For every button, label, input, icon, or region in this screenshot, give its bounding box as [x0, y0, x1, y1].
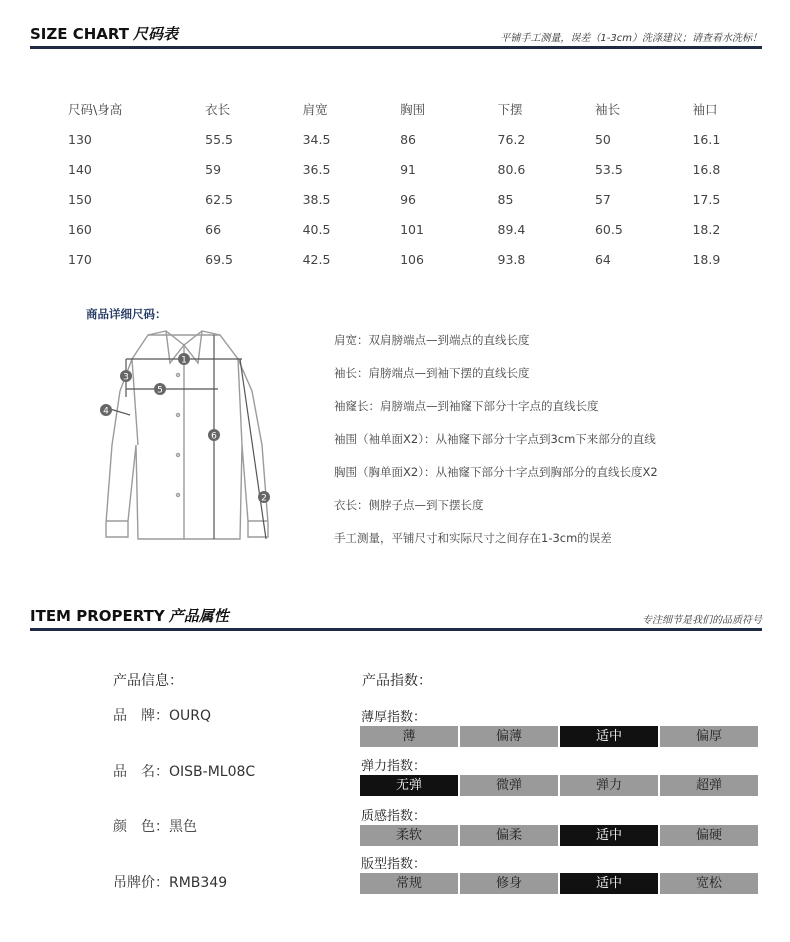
table-cell: 89.4: [497, 221, 526, 237]
table-row: [56, 244, 790, 274]
header-sleeve: 袖长: [594, 102, 620, 117]
table-cell: 34.5: [302, 131, 331, 147]
table-cell: 93.8: [497, 251, 526, 267]
table-cell: 40.5: [302, 221, 331, 237]
table-row: [56, 214, 790, 244]
table-cell: 36.5: [302, 161, 331, 177]
marker-5-label: 5: [157, 385, 163, 396]
table-cell: 55.5: [205, 131, 233, 147]
index-option: 偏柔: [460, 825, 558, 846]
index-bar-elasticity: [360, 775, 758, 796]
item-property-note: 专注细节是我们的品质符号: [642, 615, 762, 626]
index-label-elasticity: 弹力指数：: [361, 759, 427, 774]
measure-note: 袖长：肩膀端点—到袖下摆的直线长度: [334, 366, 530, 380]
size-chart-title-en: SIZE CHART: [30, 25, 130, 43]
index-bar-thickness: [360, 726, 758, 747]
table-cell: 18.9: [692, 251, 721, 267]
header-hem: 下摆: [497, 102, 523, 117]
info-row-brand: [113, 705, 211, 725]
table-cell: 69.5: [205, 251, 233, 267]
table-cell: 64: [594, 251, 611, 267]
measure-note: 袖围（袖单面X2）：从袖窿下部分十字点到3cm下来部分的直线: [334, 432, 656, 446]
table-cell: 96: [400, 191, 416, 207]
info-row-price: [113, 872, 227, 892]
table-cell: 57: [594, 191, 611, 207]
table-cell: 66: [205, 221, 222, 237]
table-cell: 62.5: [205, 191, 233, 207]
table-cell: 60.5: [594, 221, 623, 237]
table-cell: 38.5: [302, 191, 331, 207]
info-value: OISB-ML08C: [169, 764, 256, 780]
table-cell: 16.1: [692, 131, 721, 147]
table-cell: 170: [68, 251, 92, 267]
index-option: 微弹: [460, 775, 558, 796]
index-option: 宽松: [660, 873, 758, 894]
info-value: RMB349: [169, 875, 228, 891]
table-cell: 50: [594, 131, 611, 147]
index-option: 超弹: [660, 775, 758, 796]
item-property-title-cn: 产品属性: [168, 607, 229, 625]
table-cell: 17.5: [692, 191, 721, 207]
table-row: [56, 184, 790, 214]
table-cell: 76.2: [497, 131, 526, 147]
table-cell: 130: [68, 131, 92, 147]
table-cell: 42.5: [302, 251, 331, 267]
info-value: OURQ: [169, 708, 212, 724]
item-property-header: [30, 606, 762, 631]
table-cell: 101: [400, 221, 424, 237]
index-bar-fit: [360, 873, 758, 894]
measure-note: 肩宽：双肩膀端点—到端点的直线长度: [334, 333, 530, 347]
measure-note: 手工测量，平铺尺寸和实际尺寸之间存在1-3cm的误差: [334, 531, 612, 545]
marker-layer: [92, 325, 282, 545]
index-option: 偏厚: [660, 726, 758, 747]
header-chest: 胸围: [400, 102, 426, 117]
item-property-title: [30, 605, 229, 626]
index-bar-texture: [360, 825, 758, 846]
size-chart-note: 平铺手工测量，误差（1-3cm）洗涤建议；请查看水洗标！: [500, 33, 762, 44]
marker-4-label: 4: [103, 406, 109, 417]
info-row-color: [113, 816, 197, 836]
header-shoulder: 肩宽: [302, 102, 328, 117]
index-option: 常规: [360, 873, 458, 894]
size-chart-title: [30, 23, 178, 44]
table-cell: 59: [205, 161, 222, 177]
index-option: 适中: [560, 726, 658, 747]
index-option: 适中: [560, 825, 658, 846]
index-option: 适中: [560, 873, 658, 894]
info-key: 吊牌价：: [113, 875, 169, 891]
table-cell: 91: [400, 161, 416, 177]
header-cuff: 袖口: [692, 102, 718, 117]
table-cell: 106: [400, 251, 424, 267]
marker-4: [100, 404, 112, 417]
index-label-thickness: 薄厚指数：: [361, 710, 427, 725]
info-key: 颜 色：: [113, 819, 169, 835]
index-option: 无弹: [360, 775, 458, 796]
table-cell: 53.5: [594, 161, 623, 177]
marker-3-label: 3: [123, 372, 129, 383]
table-row: [56, 124, 790, 154]
size-chart-title-cn: 尺码表: [133, 25, 179, 43]
info-value: 黑色: [169, 819, 197, 835]
marker-2: [258, 491, 270, 504]
index-option: 修身: [460, 873, 558, 894]
marker-6-label: 6: [211, 431, 217, 442]
product-info-title: 产品信息：: [113, 673, 183, 689]
index-option: 偏薄: [460, 726, 558, 747]
table-cell: 16.8: [692, 161, 721, 177]
item-property-title-en: ITEM PROPERTY: [30, 607, 165, 625]
table-row: [56, 154, 790, 184]
table-cell: 140: [68, 161, 92, 177]
marker-1: [178, 353, 190, 366]
index-option: 偏硬: [660, 825, 758, 846]
size-table-header-row: [56, 94, 790, 124]
info-key: 品 牌：: [113, 708, 169, 724]
table-cell: 150: [68, 191, 92, 207]
table-cell: 80.6: [497, 161, 526, 177]
marker-6: [208, 429, 220, 442]
index-label-fit: 版型指数：: [361, 857, 427, 872]
index-option: 弹力: [560, 775, 658, 796]
size-chart-header: [30, 24, 762, 49]
index-option: 薄: [360, 726, 458, 747]
header-length: 衣长: [205, 102, 231, 117]
measure-note: 衣长：侧脖子点—到下摆长度: [334, 498, 484, 512]
info-key: 品 名：: [113, 764, 169, 780]
table-cell: 160: [68, 221, 92, 237]
size-table: [56, 94, 790, 274]
marker-5: [154, 383, 166, 396]
marker-1-label: 1: [181, 355, 187, 366]
marker-2-label: 2: [261, 493, 267, 504]
index-option: 柔软: [360, 825, 458, 846]
index-label-texture: 质感指数：: [361, 809, 427, 824]
header-size-height: 尺码\身高: [68, 102, 123, 117]
info-row-name: [113, 761, 255, 781]
table-cell: 18.2: [692, 221, 721, 237]
measure-note: 袖窿长：肩膀端点—到袖窿下部分十字点的直线长度: [334, 399, 599, 413]
table-cell: 86: [400, 131, 416, 147]
measure-note: 胸围（胸单面X2）：从袖窿下部分十字点到胸部分的直线长度X2: [334, 465, 658, 479]
table-cell: 85: [497, 191, 514, 207]
marker-3: [120, 370, 132, 383]
product-index-title: 产品指数：: [362, 673, 432, 689]
details-title: 商品详细尺码：: [86, 307, 167, 321]
